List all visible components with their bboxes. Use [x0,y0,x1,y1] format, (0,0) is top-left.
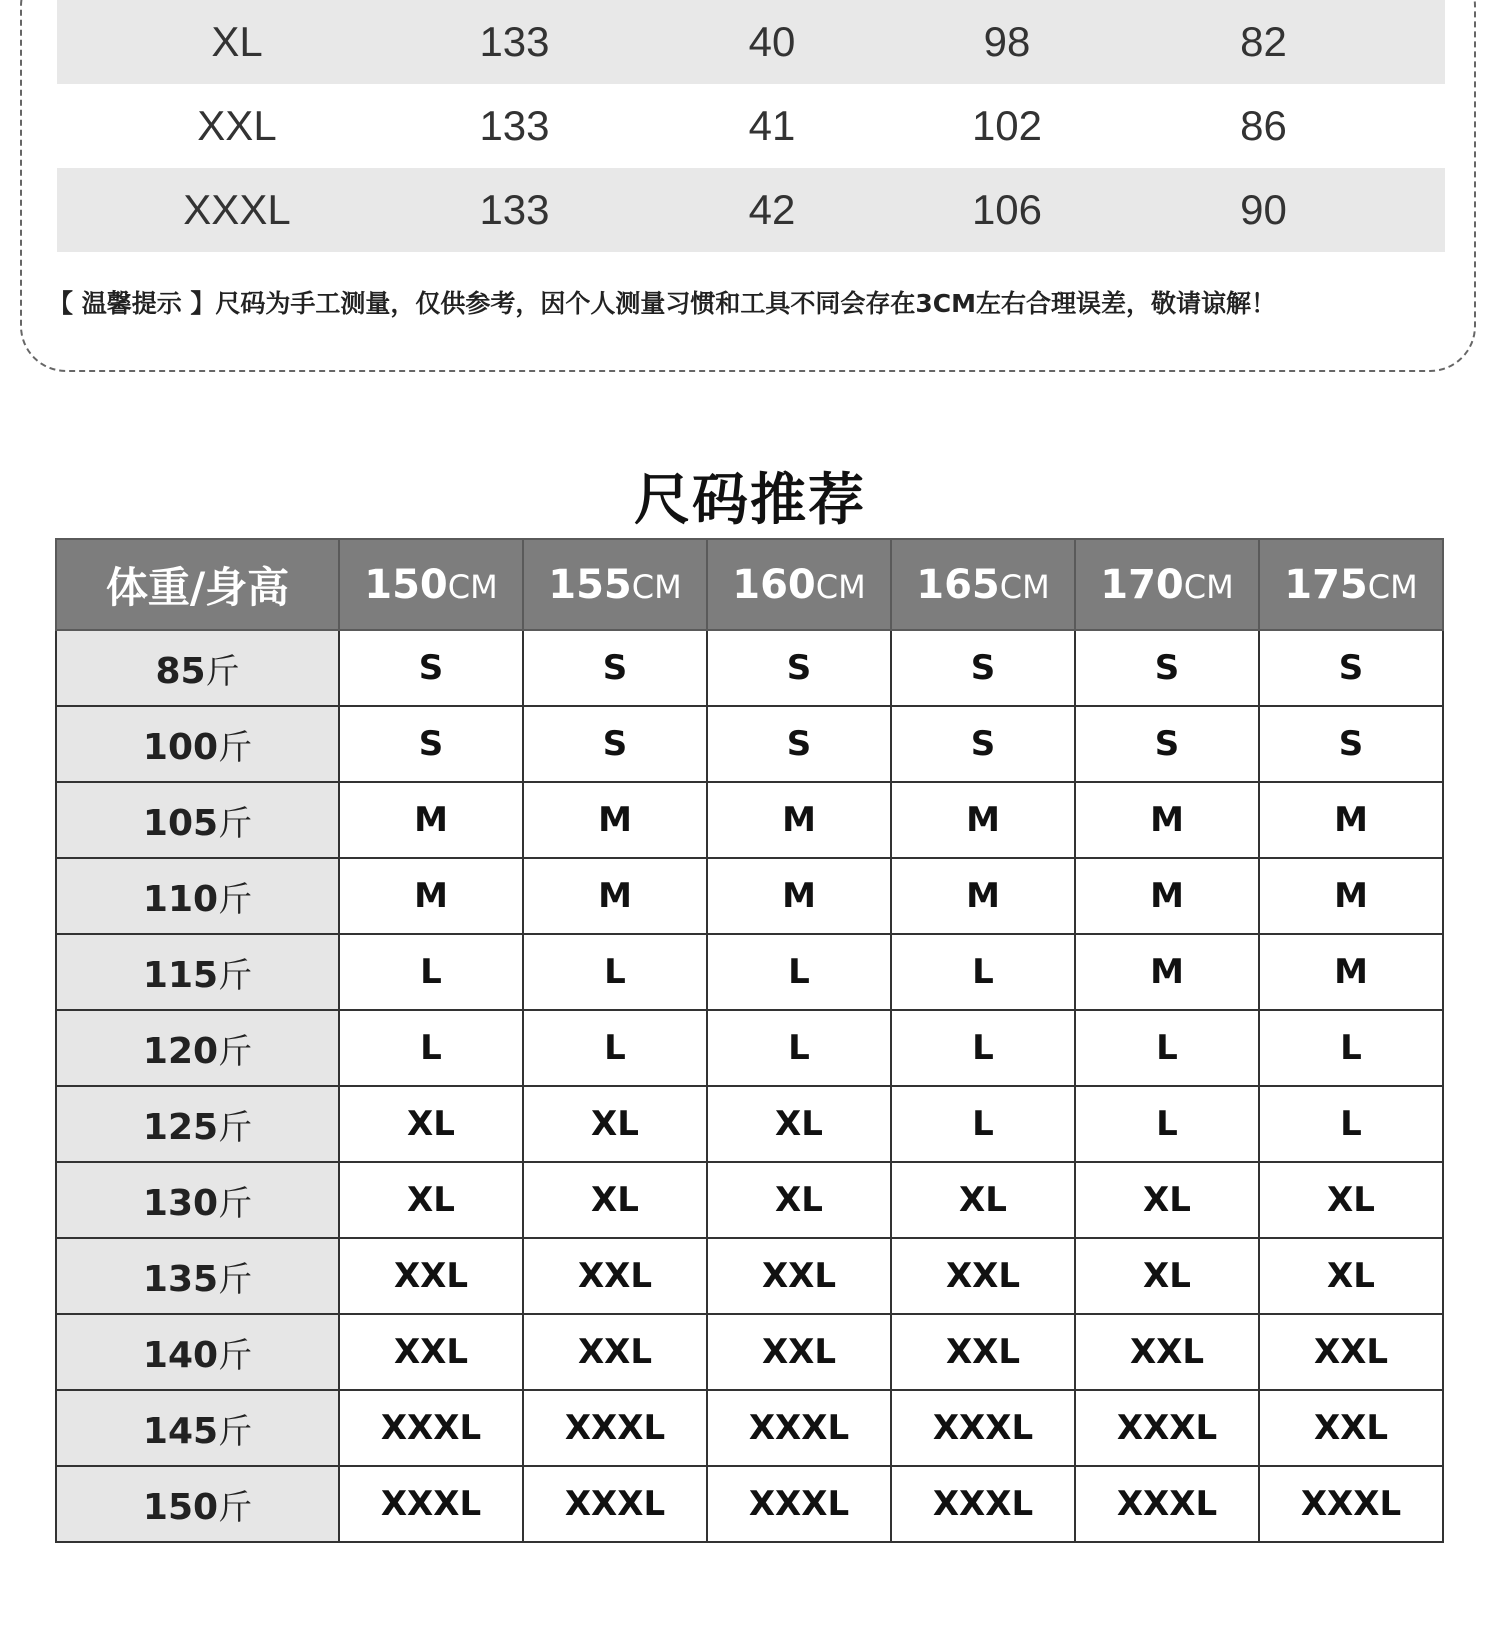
weight-unit: 斤 [218,1411,253,1452]
spec-value-cell: 133 [417,0,612,84]
weight-label-cell [56,1162,339,1238]
height-unit: CM [1367,567,1418,606]
weight-value: 105 [142,802,219,844]
size-cell: XXXL [1259,1466,1443,1542]
weight-row-145 [56,1390,1443,1466]
weight-value: 135 [142,1258,219,1300]
height-value: 165 [916,561,1000,608]
size-cell: M [707,858,891,934]
weight-row-115 [56,934,1443,1010]
weight-label-cell [56,706,339,782]
size-cell: XXXL [707,1466,891,1542]
height-value: 175 [1284,561,1368,608]
spec-value-cell: 106 [932,168,1082,252]
weight-unit: 斤 [218,803,253,844]
weight-value: 115 [142,954,219,996]
size-cell: S [523,706,707,782]
size-cell: M [523,858,707,934]
size-cell: S [1259,706,1443,782]
height-value: 155 [548,561,632,608]
size-cell: M [339,858,523,934]
size-cell: L [1075,1010,1259,1086]
weight-label-cell [56,782,339,858]
weight-unit: 斤 [218,1335,253,1376]
weight-label-cell [56,1390,339,1466]
spec-value-cell: 133 [479,102,550,149]
size-cell: L [523,934,707,1010]
height-header-155 [523,539,707,630]
size-cell: XXXL [339,1390,523,1466]
weight-value: 100 [142,726,219,768]
size-spec-table [57,0,1445,252]
size-cell: XL [523,1086,707,1162]
weight-value: 110 [142,878,219,920]
size-cell: S [891,706,1075,782]
size-cell: S [707,630,891,706]
weight-unit: 斤 [218,879,253,920]
size-cell: L [891,1010,1075,1086]
spec-size-cell: XXL [197,102,277,149]
weight-row-125 [56,1086,1443,1162]
spec-row [57,84,1445,168]
size-cell: XL [1075,1162,1259,1238]
weight-row-140 [56,1314,1443,1390]
size-cell: XXL [339,1314,523,1390]
weight-label-cell [56,630,339,706]
weight-unit: 斤 [218,1183,253,1224]
height-header-165 [891,539,1075,630]
weight-height-corner-label: 体重/身高 [56,539,339,630]
size-cell: L [891,934,1075,1010]
spec-row [57,0,1445,84]
size-cell: S [891,630,1075,706]
height-unit: CM [1183,567,1234,606]
size-cell: L [339,1010,523,1086]
height-header-175 [1259,539,1443,630]
weight-row-150 [56,1466,1443,1542]
size-cell: XL [1259,1162,1443,1238]
weight-unit: 斤 [218,1487,253,1528]
size-cell: XXL [339,1238,523,1314]
measurement-tip: 【 温馨提示 】尺码为手工测量，仅供参考，因个人测量习惯和工具不同会存在3CM左右合理误差，敬请谅解！ [48,289,1277,318]
spec-size-cell: XL [57,0,417,84]
weight-unit: 斤 [218,1031,253,1072]
size-cell: XXXL [523,1390,707,1466]
height-header-160 [707,539,891,630]
size-cell: L [707,934,891,1010]
weight-unit: 斤 [205,651,240,692]
size-cell: XL [339,1162,523,1238]
weight-row-120 [56,1010,1443,1086]
weight-label-cell [56,1238,339,1314]
spec-value-cell: 90 [1082,168,1445,252]
size-cell: XXL [707,1314,891,1390]
size-cell: M [707,782,891,858]
weight-value: 85 [155,650,206,692]
weight-value: 125 [142,1106,219,1148]
weight-label-cell [56,1086,339,1162]
size-cell: XXXL [339,1466,523,1542]
height-header-150 [339,539,523,630]
size-cell: XXL [523,1238,707,1314]
size-cell: XXL [523,1314,707,1390]
spec-value-cell: 42 [612,168,932,252]
spec-value-cell: 82 [1082,0,1445,84]
size-cell: XL [1259,1238,1443,1314]
spec-value-cell: 102 [971,102,1043,149]
size-cell: S [1075,706,1259,782]
height-unit: CM [815,567,866,606]
height-header-row [56,539,1443,630]
size-cell: M [1259,858,1443,934]
weight-value: 145 [142,1410,219,1452]
size-cell: L [1075,1086,1259,1162]
weight-unit: 斤 [218,1107,253,1148]
weight-label-cell [56,1314,339,1390]
weight-value: 140 [142,1334,219,1376]
size-cell: XXXL [891,1466,1075,1542]
height-unit: CM [631,567,682,606]
size-cell: XXL [707,1238,891,1314]
spec-size-cell: XXXL [57,168,417,252]
size-cell: M [1259,782,1443,858]
height-value: 150 [364,561,448,608]
spec-value-cell: 86 [1240,102,1287,149]
size-cell: XXL [891,1238,1075,1314]
size-cell: M [523,782,707,858]
height-value: 170 [1100,561,1184,608]
size-cell: S [339,706,523,782]
size-cell: XL [523,1162,707,1238]
size-cell: M [339,782,523,858]
size-cell: S [339,630,523,706]
size-cell: XXXL [1075,1466,1259,1542]
weight-unit: 斤 [218,727,253,768]
weight-unit: 斤 [218,1259,253,1300]
spec-value-cell: 41 [748,102,796,149]
size-cell: L [1259,1086,1443,1162]
size-recommendation-table [55,538,1444,1543]
size-cell: L [1259,1010,1443,1086]
weight-row-105 [56,782,1443,858]
size-cell: XXL [891,1314,1075,1390]
weight-row-110 [56,858,1443,934]
recommendation-title: 尺码推荐 [634,468,866,533]
size-cell: XL [1075,1238,1259,1314]
size-cell: M [1075,782,1259,858]
weight-value: 120 [142,1030,219,1072]
size-cell: XXXL [523,1466,707,1542]
size-cell: M [891,782,1075,858]
size-cell: M [1259,934,1443,1010]
size-cell: XXXL [707,1390,891,1466]
height-unit: CM [999,567,1050,606]
size-cell: M [1075,934,1259,1010]
weight-row-135 [56,1238,1443,1314]
size-cell: XL [891,1162,1075,1238]
spec-row [57,168,1445,252]
size-cell: M [1075,858,1259,934]
height-unit: CM [447,567,498,606]
size-cell: XXL [1075,1314,1259,1390]
spec-value-cell: 133 [417,168,612,252]
spec-value-cell: 40 [612,0,932,84]
weight-label-cell [56,934,339,1010]
weight-label-cell [56,1466,339,1542]
size-cell: XL [339,1086,523,1162]
size-cell: L [891,1086,1075,1162]
size-cell: XXL [1259,1390,1443,1466]
size-cell: S [707,706,891,782]
weight-unit: 斤 [218,955,253,996]
size-cell: XL [707,1086,891,1162]
size-cell: S [1075,630,1259,706]
size-cell: XXXL [891,1390,1075,1466]
size-cell: XXXL [1075,1390,1259,1466]
size-cell: XXL [1259,1314,1443,1390]
weight-label-cell [56,858,339,934]
size-cell: M [891,858,1075,934]
weight-value: 130 [142,1182,219,1224]
spec-value-cell: 98 [932,0,1082,84]
size-cell: L [523,1010,707,1086]
size-cell: XL [707,1162,891,1238]
height-value: 160 [732,561,816,608]
size-cell: L [707,1010,891,1086]
weight-row-130 [56,1162,1443,1238]
weight-row-85 [56,630,1443,706]
weight-label-cell [56,1010,339,1086]
size-cell: S [523,630,707,706]
weight-value: 150 [142,1486,219,1528]
weight-row-100 [56,706,1443,782]
size-cell: L [339,934,523,1010]
height-header-170 [1075,539,1259,630]
size-cell: S [1259,630,1443,706]
